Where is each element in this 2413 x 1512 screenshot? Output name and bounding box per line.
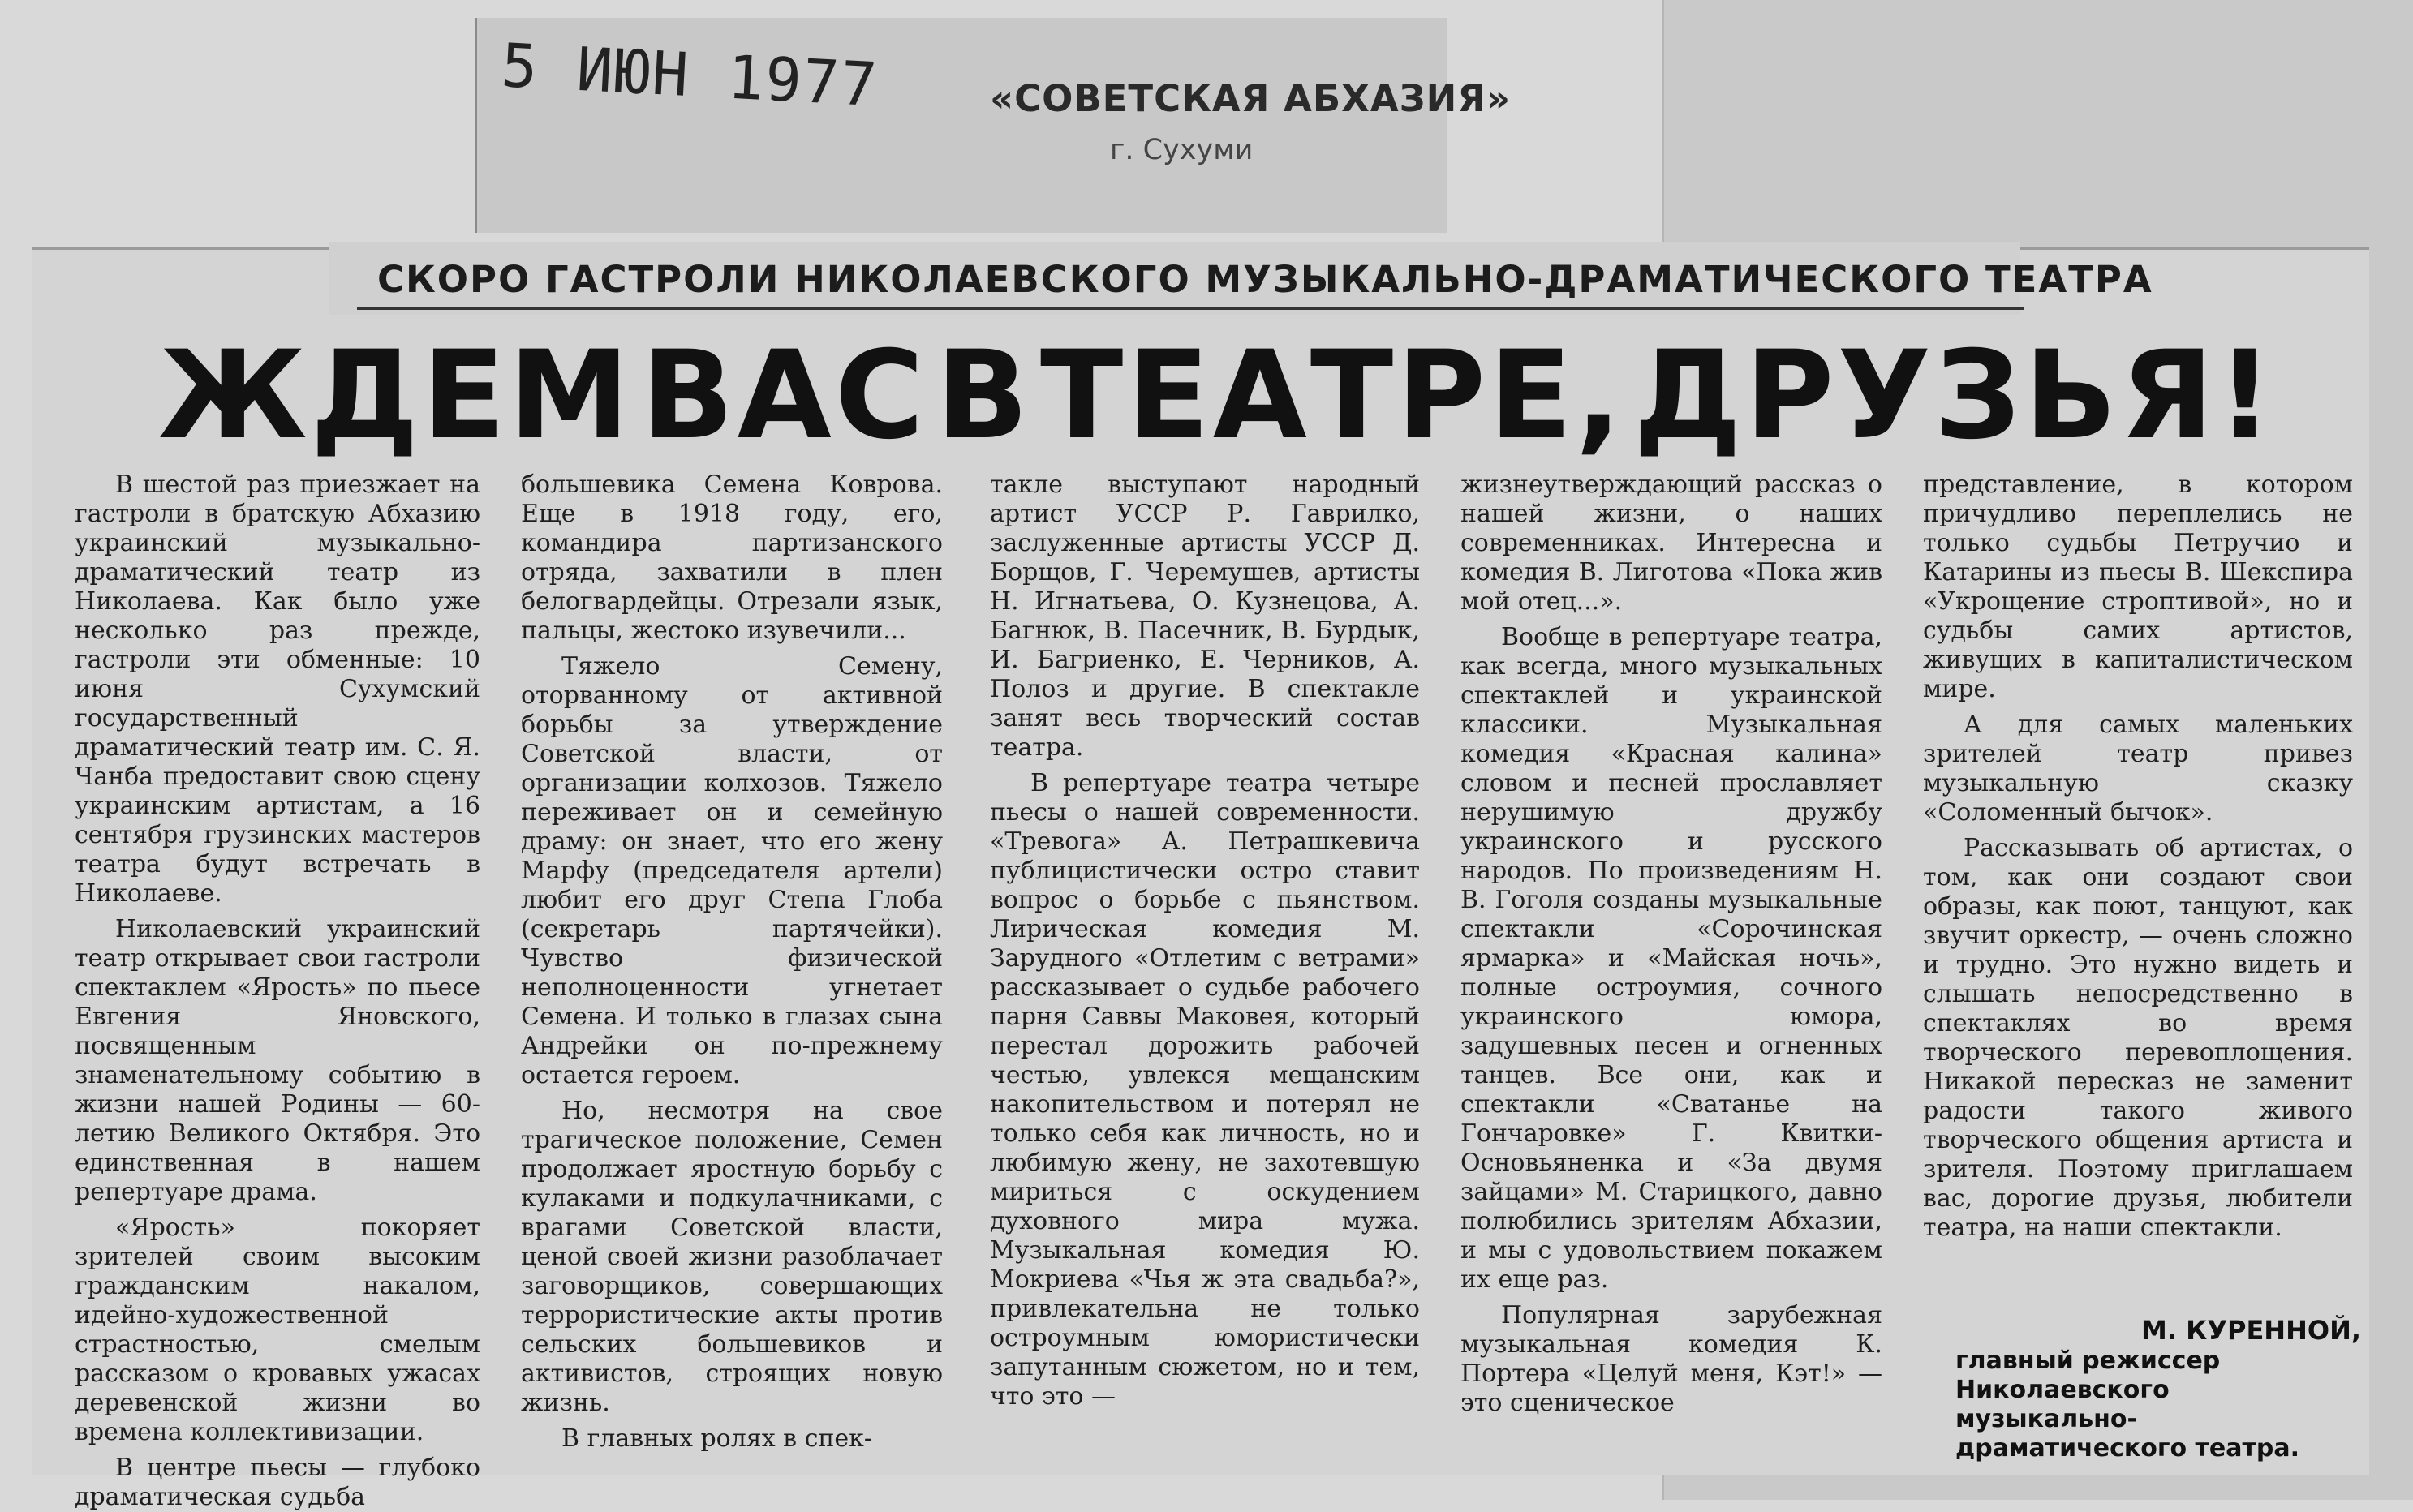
- paragraph: В шестой раз приезжает на гастроли в братскую Абхазию украинский музыкально-драматический театр из Николаева. Как было уже несколько раз прежде, гастроли эти обменные: 10 июня Сухумский государственный драматический театр им. С. Я. Чанба предоставит свою сцену украинским артистам, а 16 сентября грузинских мастеров театра будут встречать в Николаеве.: [75, 470, 480, 908]
- paragraph: жизнеутверждающий рассказ о нашей жизни, о наших современниках. Интересна и комедия В. Лиготова «Пока жив мой отец...».: [1460, 470, 1882, 616]
- paragraph: Тяжело Семену, оторванному от активной борьбы за утверждение Советской власти, от организации колхозов. Тяжело переживает он и семейную драму: он знает, что его жену Марфу (председателя артели) любит его друг Степа Глоба (секретарь партячейки). Чувство физической неполноценности угнетает Семена. И только в глазах сына Андрейки он по-прежнему остается героем.: [521, 652, 943, 1089]
- paragraph: Популярная зарубежная музыкальная комедия К. Портера «Целуй меня, Кэт!» — это сценическое: [1460, 1301, 1882, 1417]
- kicker-underline: [357, 307, 2024, 310]
- paragraph: А для самых маленьких зрителей театр привез музыкальную сказку «Соломенный бычок».: [1923, 711, 2353, 827]
- article-headline: [158, 320, 2276, 470]
- article-kicker: СКОРО ГАСТРОЛИ НИКОЛАЕВСКОГО МУЗЫКАЛЬНО-ДРАМАТИЧЕСКОГО ТЕАТРА: [377, 258, 2153, 301]
- paragraph: В главных ролях в спек-: [561, 1424, 873, 1453]
- paragraph: большевика Семена Коврова. Еще в 1918 году, его, командира партизанского отряда, захватили в плен белогвардейцы. Отрезали язык, пальцы, жестоко изувечили...: [521, 470, 943, 645]
- article-column-4: [1460, 470, 1882, 1444]
- paragraph: представление, в котором причудливо переплелись не только судьбы Петручио и Катарины из пьесы В. Шекспира «Укрощение строптивой», но и судьбы самих артистов, живущих в капиталистическом мире.: [1923, 470, 2353, 703]
- publication-city: г. Сухуми: [1110, 134, 1254, 166]
- paragraph: Но, несмотря на свое трагическое положение, Семен продолжает яростную борьбу с кулаками и подкулачниками, с врагами Советской власти, ценой своей жизни разоблачает заговорщиков, совершающих террористические акты против сельских большевиков и активистов, строящих новую жизнь.: [521, 1097, 943, 1417]
- date-stamp: 5 ИЮН 1977: [499, 31, 880, 121]
- headline-word: ДРУЗЬЯ!: [1632, 324, 2276, 466]
- article-column-5: [1923, 470, 2353, 1306]
- paragraph: «Ярость» покоряет зрителей своим высоким гражданским накалом, идейно-художественной страстностью, смелым рассказом о кровавых ужасах деревенской жизни во времена коллективизации.: [75, 1213, 480, 1446]
- headline-word: ВАС: [641, 324, 927, 466]
- headline-word: В: [936, 324, 1032, 466]
- paragraph: такле выступают народный артист УССР Р. Гаврилко, заслуженные артисты УССР Д. Борщов, Г. Черемушев, артисты Н. Игнатьева, О. Кузнецова, А. Багнюк, В. Пасечник, В. Бурдык, И. Багриенко, Е. Черников, А. Полоз и другие. В спектакле занят весь творческий состав театра.: [990, 470, 1420, 762]
- headline-word: ТЕАТРЕ,: [1039, 324, 1625, 466]
- paragraph: Николаевский украинский театр открывает свои гастроли спектаклем «Ярость» по пьесе Евгения Яновского, посвященным знаменательному событию в жизни нашей Родины — 60-летию Великого Октября. Это единственная в нашем репертуаре драма.: [75, 915, 480, 1206]
- paragraph: В репертуаре театра четыре пьесы о нашей современности. «Тревога» А. Петрашкевича публицистически остро ставит вопрос о борьбе с пьянством. Лирическая комедия М. Зарудного «Отлетим с ветрами» рассказывает о судьбе рабочего парня Саввы Маковея, который перестал дорожить рабочей честью, увлекся мещанским накопительством и потерял не только себя как личность, но и любимую жену, не захотевшую мириться с оскудением духовного мира мужа. Музыкальная комедия Ю. Мокриева «Чья ж эта свадьба?», привлекательна не только остроумным юмористически запутанным сюжетом, но и тем, что это —: [990, 769, 1420, 1411]
- headline-word: ЖДЕМ: [158, 324, 633, 466]
- paragraph: Вообще в репертуаре театра, как всегда, много музыкальных спектаклей и украинской классики. Музыкальная комедия «Красная калина» словом и песней прославляет нерушимую дружбу украинского и русского народов. По произведениям Н. В. Гоголя созданы музыкальные спектакли «Сорочинская ярмарка» и «Майская ночь», полные остроумия, сочного украинского юмора, задушевных песен и огненных танцев. Все они, как и спектакли «Сватанье на Гончаровке» Г. Квитки-Основьяненка и «За двумя зайцами» М. Старицкого, давно полюбились зрителям Абхазии, и мы с удовольствием покажем их еще раз.: [1460, 623, 1882, 1294]
- author-role: главный режиссер Николаевского музыкально-драматического театра.: [1955, 1347, 2300, 1463]
- publication-name: «СОВЕТСКАЯ АБХАЗИЯ»: [990, 77, 1512, 120]
- article-column-3: [990, 470, 1420, 1444]
- article-column-1: [75, 470, 480, 1511]
- author-name: М. КУРЕННОЙ,: [2141, 1315, 2361, 1346]
- paragraph: Рассказывать об артистах, о том, как они создают свои образы, как поют, танцуют, как звучит оркестр, — очень сложно и трудно. Это нужно видеть и слышать непосредственно в спектаклях во время творческого перевоплощения. Никакой пересказ не заменит радости такого живого творческого общения артиста и зрителя. Поэтому приглашаем вас, дорогие друзья, любители театра, на наши спектакли.: [1923, 834, 2353, 1242]
- paragraph: В центре пьесы — глубоко драматическая судьба: [75, 1454, 480, 1511]
- article-column-2: [521, 470, 943, 1453]
